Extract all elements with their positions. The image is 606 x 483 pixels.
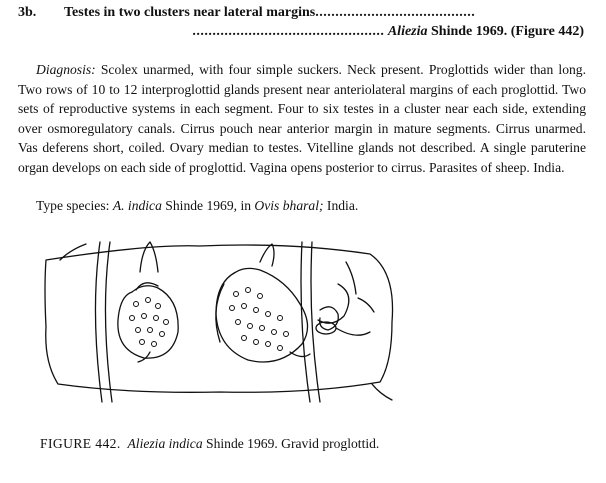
right-osmoregulatory-canal-outer bbox=[301, 242, 310, 402]
type-species-name: A. indica bbox=[112, 198, 162, 213]
couplet-number: 3b. bbox=[18, 5, 37, 20]
type-species-prefix: Type species: bbox=[36, 198, 113, 213]
type-species-line bbox=[18, 196, 586, 215]
type-species-suffix: India. bbox=[323, 198, 359, 213]
genital-duct bbox=[336, 328, 370, 335]
key-couplet-line-2 bbox=[62, 24, 584, 40]
proglottid-illustration bbox=[40, 232, 400, 412]
genital-pore-line bbox=[358, 298, 374, 312]
right-osmoregulatory-canal-inner bbox=[311, 242, 320, 402]
diagnosis-paragraph bbox=[18, 60, 586, 177]
figure-caption-rest: Shinde 1969. Gravid proglottid. bbox=[202, 436, 380, 451]
central-uterus-sac bbox=[216, 268, 308, 362]
key-couplet-line-1 bbox=[18, 5, 584, 21]
cirrus-pouch bbox=[318, 284, 349, 323]
couplet-authority: Shinde 1969. (Figure 442) bbox=[427, 24, 584, 39]
couplet-heading: Testes in two clusters near lateral margins bbox=[64, 5, 316, 20]
leader-dots-2: ................................................ bbox=[192, 24, 385, 39]
figure-species: Aliezia indica bbox=[127, 436, 203, 451]
neighbor-segment-bottom-right bbox=[372, 384, 392, 400]
left-osmoregulatory-canal-inner bbox=[105, 242, 112, 402]
leader-dots-1: ........................................ bbox=[315, 5, 476, 20]
vagina bbox=[346, 262, 356, 294]
diagnosis-label: Diagnosis: bbox=[36, 62, 96, 77]
couplet-genus: Aliezia bbox=[387, 24, 428, 39]
type-species-host: Ovis bharal; bbox=[254, 198, 324, 213]
central-paruterine-organ bbox=[260, 244, 274, 266]
left-osmoregulatory-canal-outer bbox=[95, 242, 102, 402]
left-uterus-sac bbox=[118, 286, 178, 358]
figure-caption bbox=[40, 434, 400, 453]
diagnosis-text: Scolex unarmed, with four simple suckers. Neck present. Proglottids wider than long. Two rows of 10 to 12 interproglottid glands present near anteriolateral margins of each proglottid. Two sets of reproductive systems in each segment. Four to six testes in a cluster near each side, extending over osmoregulatory canals. Cirrus pouch near anterior margin in mature segments. Cirrus unarmed. Vas deferens short, coiled. Ovary median to testes. Vitelline glands not described. A single paruterine organ develops on each side of proglottid. Vagina opens posterior to cirrus. Parasites of sheep. India. bbox=[18, 62, 586, 175]
type-species-middle: Shinde 1969, in bbox=[161, 198, 255, 213]
figure-label: FIGURE 442. bbox=[40, 436, 121, 451]
